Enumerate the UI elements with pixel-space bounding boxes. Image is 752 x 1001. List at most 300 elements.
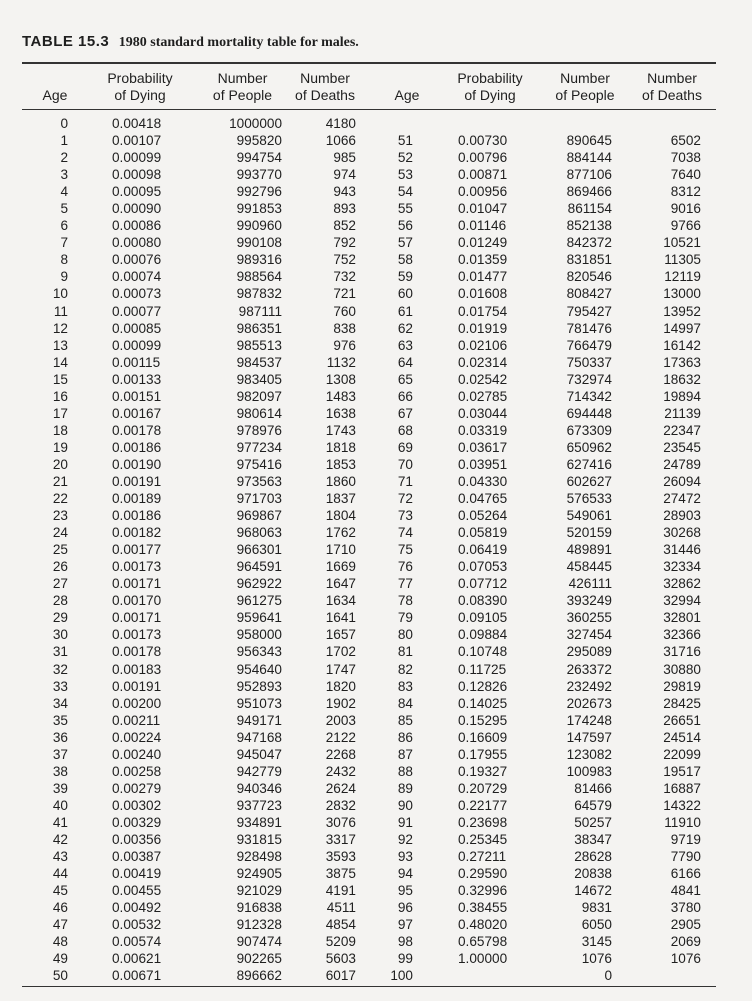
people-cell: 549061 — [566, 508, 612, 524]
deaths-cell: 5603 — [325, 951, 356, 967]
probability-cell: 0.00073 — [112, 286, 162, 302]
probability-cell: 0.00099 — [112, 337, 162, 353]
age-cell: 47 — [52, 917, 68, 933]
probability-cell: 0.00133 — [112, 371, 162, 387]
age-cell: 38 — [52, 763, 68, 779]
deaths-cell: 3317 — [325, 831, 356, 847]
people-cell: 890645 — [566, 133, 612, 149]
age-cell: 27 — [52, 576, 68, 592]
probability-cell: 1.00000 — [458, 951, 508, 967]
probability-cell: 0.06419 — [458, 542, 508, 558]
people-cell: 202673 — [566, 695, 612, 711]
deaths-cell: 838 — [333, 320, 356, 336]
deaths-cell: 13952 — [663, 303, 701, 319]
deaths-cell: 1638 — [325, 405, 356, 421]
deaths-cell: 30880 — [663, 661, 701, 677]
probability-cell: 0.05264 — [458, 508, 508, 524]
people-cell: 990960 — [236, 218, 282, 234]
probability-cell: 0.04330 — [458, 473, 508, 489]
deaths-cell: 32334 — [663, 559, 701, 575]
age-cell: 24 — [52, 525, 68, 541]
people-cell: 937723 — [236, 797, 282, 813]
probability-cell: 0.00167 — [112, 405, 162, 421]
probability-cell: 0.22177 — [458, 797, 508, 813]
probability-cell: 0.00240 — [112, 746, 162, 762]
age-cell: 87 — [397, 746, 413, 762]
probability-cell: 0.01047 — [458, 201, 508, 217]
deaths-cell: 8312 — [670, 184, 701, 200]
probability-cell: 0.00182 — [112, 525, 162, 541]
people-cell: 947168 — [236, 729, 282, 745]
people-cell: 956343 — [236, 644, 282, 660]
age-cell: 13 — [52, 337, 68, 353]
header-deaths — [285, 70, 365, 104]
deaths-cell: 1710 — [325, 542, 356, 558]
probability-cell: 0.03044 — [458, 405, 508, 421]
deaths-cell: 1818 — [325, 439, 356, 455]
probability-cell: 0.00455 — [112, 883, 162, 899]
age-cell: 42 — [52, 831, 68, 847]
age-cell: 100 — [390, 968, 413, 984]
table-row — [0, 899, 752, 916]
people-cell: 945047 — [236, 746, 282, 762]
age-cell: 57 — [397, 235, 413, 251]
deaths-cell: 16887 — [663, 780, 701, 796]
people-cell: 921029 — [236, 883, 282, 899]
people-cell: 988564 — [236, 269, 282, 285]
probability-cell: 0.00730 — [458, 133, 508, 149]
deaths-cell: 1308 — [325, 371, 356, 387]
deaths-cell: 1762 — [325, 525, 356, 541]
probability-cell: 0.32996 — [458, 883, 508, 899]
probability-cell: 0.00279 — [112, 780, 162, 796]
deaths-cell: 22347 — [663, 422, 701, 438]
age-cell: 80 — [397, 627, 413, 643]
deaths-cell: 893 — [333, 201, 356, 217]
probability-cell: 0.03617 — [458, 439, 508, 455]
table-row — [0, 183, 752, 200]
age-cell: 94 — [397, 866, 413, 882]
people-cell: 174248 — [566, 712, 612, 728]
age-cell: 19 — [52, 439, 68, 455]
header-age-2: Age — [394, 87, 420, 103]
age-cell: 60 — [397, 286, 413, 302]
age-cell: 84 — [397, 695, 413, 711]
probability-cell: 0.08390 — [458, 593, 508, 609]
people-cell: 327454 — [566, 627, 612, 643]
probability-cell: 0.25345 — [458, 831, 508, 847]
age-cell: 88 — [397, 763, 413, 779]
people-cell: 489891 — [566, 542, 612, 558]
probability-cell: 0.00095 — [112, 184, 162, 200]
deaths-cell: 12119 — [664, 269, 701, 285]
table-row — [0, 217, 752, 234]
table-row — [0, 678, 752, 695]
people-cell: 916838 — [236, 900, 282, 916]
deaths-cell: 7790 — [670, 849, 701, 865]
age-cell: 35 — [52, 712, 68, 728]
probability-cell: 0.00171 — [112, 576, 162, 592]
deaths-cell: 26651 — [663, 712, 701, 728]
age-cell: 48 — [52, 934, 68, 950]
people-cell: 360255 — [566, 610, 612, 626]
top-rule — [22, 62, 716, 64]
deaths-cell: 1634 — [325, 593, 356, 609]
people-cell: 949171 — [236, 712, 282, 728]
probability-cell: 0.01754 — [458, 303, 508, 319]
age-cell: 52 — [397, 150, 413, 166]
age-cell: 9 — [60, 269, 68, 285]
age-cell: 18 — [52, 422, 68, 438]
age-cell: 86 — [397, 729, 413, 745]
people-cell: 931815 — [236, 831, 282, 847]
people-cell: 940346 — [236, 780, 282, 796]
table-row — [0, 405, 752, 422]
age-cell: 91 — [397, 814, 413, 830]
deaths-cell: 976 — [333, 337, 356, 353]
age-cell: 0 — [60, 116, 68, 131]
age-cell: 15 — [52, 371, 68, 387]
age-cell: 67 — [397, 405, 413, 421]
age-cell: 55 — [397, 201, 413, 217]
probability-cell: 0.00574 — [112, 934, 162, 950]
people-cell: 984537 — [236, 354, 282, 370]
people-cell: 968063 — [236, 525, 282, 541]
age-cell: 76 — [397, 559, 413, 575]
people-cell: 0 — [604, 968, 612, 984]
age-cell: 96 — [397, 900, 413, 916]
deaths-cell: 1804 — [325, 508, 356, 524]
probability-cell: 0.00085 — [112, 320, 162, 336]
table-row — [0, 166, 752, 183]
deaths-cell: 985 — [333, 150, 356, 166]
deaths-cell: 28903 — [663, 508, 701, 524]
people-cell: 393249 — [566, 593, 612, 609]
header-line: of Deaths — [295, 87, 355, 103]
people-cell: 869466 — [566, 184, 612, 200]
table-row — [0, 268, 752, 285]
people-cell: 295089 — [566, 644, 612, 660]
probability-cell: 0.00183 — [112, 661, 162, 677]
probability-cell: 0.05819 — [458, 525, 508, 541]
deaths-cell: 2268 — [325, 746, 356, 762]
people-cell: 64579 — [574, 797, 612, 813]
header-rule — [22, 109, 716, 110]
people-cell: 954640 — [236, 661, 282, 677]
deaths-cell: 1743 — [325, 422, 356, 438]
probability-cell: 0.00173 — [112, 627, 162, 643]
probability-cell: 0.00099 — [112, 150, 162, 166]
probability-cell: 0.00418 — [112, 116, 162, 131]
age-cell: 7 — [60, 235, 68, 251]
people-cell: 995820 — [236, 133, 282, 149]
header-probability — [95, 70, 185, 104]
people-cell: 962922 — [236, 576, 282, 592]
age-cell: 12 — [52, 320, 68, 336]
probability-cell: 0.01146 — [458, 218, 507, 234]
probability-cell: 0.00621 — [112, 951, 162, 967]
age-cell: 33 — [52, 678, 68, 694]
probability-cell: 0.09105 — [458, 610, 508, 626]
table-row — [0, 967, 752, 984]
probability-cell: 0.00171 — [112, 610, 162, 626]
people-cell: 602627 — [566, 473, 612, 489]
deaths-cell: 32366 — [663, 627, 701, 643]
deaths-cell: 21139 — [664, 405, 701, 421]
age-cell: 99 — [397, 951, 413, 967]
deaths-cell: 5209 — [325, 934, 356, 950]
people-cell: 985513 — [236, 337, 282, 353]
people-cell: 959641 — [236, 610, 282, 626]
deaths-cell: 752 — [333, 252, 356, 268]
people-cell: 978976 — [236, 422, 282, 438]
people-cell: 992796 — [236, 184, 282, 200]
people-cell: 627416 — [566, 456, 612, 472]
age-cell: 22 — [52, 491, 68, 507]
people-cell: 994754 — [236, 150, 282, 166]
people-cell: 912328 — [236, 917, 282, 933]
age-cell: 37 — [52, 746, 68, 762]
deaths-cell: 1747 — [325, 661, 356, 677]
people-cell: 576533 — [566, 491, 612, 507]
people-cell: 884144 — [566, 150, 612, 166]
age-cell: 21 — [52, 473, 68, 489]
deaths-cell: 4180 — [325, 116, 356, 131]
people-cell: 993770 — [236, 167, 282, 183]
table-row — [0, 575, 752, 592]
probability-cell: 0.01919 — [458, 320, 508, 336]
deaths-cell: 4511 — [326, 900, 356, 916]
people-cell: 934891 — [236, 814, 282, 830]
deaths-cell: 27472 — [663, 491, 701, 507]
deaths-cell: 26094 — [663, 473, 701, 489]
age-cell: 17 — [52, 405, 68, 421]
table-row — [0, 933, 752, 950]
deaths-cell: 7640 — [670, 167, 701, 183]
deaths-cell: 6166 — [670, 866, 701, 882]
age-cell: 11 — [53, 303, 68, 319]
age-cell: 90 — [397, 797, 413, 813]
deaths-cell: 1483 — [325, 388, 356, 404]
table-row — [0, 439, 752, 456]
probability-cell: 0.09884 — [458, 627, 508, 643]
deaths-cell: 2905 — [670, 917, 701, 933]
probability-cell: 0.23698 — [458, 814, 508, 830]
age-cell: 62 — [397, 320, 413, 336]
probability-cell: 0.00356 — [112, 831, 162, 847]
age-cell: 6 — [60, 218, 68, 234]
people-cell: 928498 — [236, 849, 282, 865]
table-row — [0, 115, 752, 132]
header-line: Number — [647, 70, 697, 86]
age-cell: 69 — [397, 439, 413, 455]
deaths-cell: 4841 — [670, 883, 701, 899]
probability-cell: 0.04765 — [458, 491, 508, 507]
probability-cell: 0.01359 — [458, 252, 508, 268]
people-cell: 842372 — [566, 235, 612, 251]
age-cell: 89 — [397, 780, 413, 796]
deaths-cell: 1066 — [325, 133, 356, 149]
table-row — [0, 865, 752, 882]
age-cell: 8 — [60, 252, 68, 268]
age-cell: 31 — [52, 644, 68, 660]
deaths-cell: 19517 — [663, 763, 701, 779]
table-number: TABLE 15.3 — [22, 33, 110, 50]
probability-cell: 0.03951 — [458, 456, 508, 472]
header-line: of Dying — [464, 87, 516, 103]
bottom-rule — [22, 986, 716, 987]
age-cell: 4 — [60, 184, 68, 200]
deaths-cell: 13000 — [663, 286, 701, 302]
people-cell: 969867 — [236, 508, 282, 524]
deaths-cell: 17363 — [663, 354, 701, 370]
deaths-cell: 9719 — [670, 831, 701, 847]
table-row — [0, 916, 752, 933]
age-cell: 20 — [52, 456, 68, 472]
deaths-cell: 6502 — [670, 133, 701, 149]
people-cell: 458445 — [566, 559, 612, 575]
probability-cell: 0.00170 — [112, 593, 162, 609]
probability-cell: 0.20729 — [458, 780, 508, 796]
people-cell: 852138 — [566, 218, 612, 234]
probability-cell: 0.29590 — [458, 866, 508, 882]
header-people — [200, 70, 285, 104]
table-caption: 1980 standard mortality table for males. — [118, 35, 359, 50]
deaths-cell: 30268 — [663, 525, 701, 541]
deaths-cell: 14322 — [663, 797, 701, 813]
people-cell: 966301 — [236, 542, 282, 558]
people-cell: 973563 — [236, 473, 282, 489]
age-cell: 30 — [52, 627, 68, 643]
probability-cell: 0.48020 — [458, 917, 508, 933]
probability-cell: 0.00098 — [112, 167, 162, 183]
people-cell: 991853 — [236, 201, 282, 217]
deaths-cell: 2624 — [325, 780, 356, 796]
table-row — [0, 643, 752, 660]
people-cell: 1076 — [581, 951, 612, 967]
people-cell: 986351 — [236, 320, 282, 336]
people-cell: 1000000 — [229, 116, 282, 131]
probability-cell: 0.00532 — [112, 917, 162, 933]
deaths-cell: 792 — [333, 235, 356, 251]
people-cell: 987832 — [236, 286, 282, 302]
probability-cell: 0.00178 — [112, 644, 162, 660]
people-cell: 952893 — [236, 678, 282, 694]
probability-cell: 0.00956 — [458, 184, 508, 200]
age-cell: 5 — [60, 201, 68, 217]
age-cell: 49 — [52, 951, 68, 967]
header-line: of Deaths — [642, 87, 702, 103]
probability-cell: 0.00419 — [112, 866, 162, 882]
deaths-cell: 1647 — [325, 576, 356, 592]
probability-cell: 0.00211 — [112, 712, 161, 728]
people-cell: 896662 — [236, 968, 282, 984]
probability-cell: 0.65798 — [458, 934, 508, 950]
deaths-cell: 1132 — [326, 354, 356, 370]
people-cell: 987111 — [238, 303, 282, 319]
deaths-cell: 32994 — [663, 593, 701, 609]
people-cell: 123082 — [566, 746, 612, 762]
table-row — [0, 456, 752, 473]
age-cell: 40 — [52, 797, 68, 813]
age-cell: 16 — [52, 388, 68, 404]
table-row — [0, 831, 752, 848]
age-cell: 43 — [52, 849, 68, 865]
table-row — [0, 848, 752, 865]
deaths-cell: 2432 — [325, 763, 356, 779]
table-row — [0, 592, 752, 609]
deaths-cell: 1860 — [325, 473, 356, 489]
age-cell: 63 — [397, 337, 413, 353]
age-cell: 83 — [397, 678, 413, 694]
table-row — [0, 950, 752, 967]
deaths-cell: 1837 — [325, 491, 356, 507]
table-row — [0, 882, 752, 899]
probability-cell: 0.14025 — [458, 695, 508, 711]
table-row — [0, 746, 752, 763]
people-cell: 951073 — [236, 695, 282, 711]
probability-cell: 0.16609 — [458, 729, 508, 745]
probability-cell: 0.01249 — [458, 235, 508, 251]
probability-cell: 0.00387 — [112, 849, 162, 865]
probability-cell: 0.00191 — [112, 678, 162, 694]
deaths-cell: 2003 — [325, 712, 356, 728]
probability-cell: 0.00671 — [112, 968, 162, 984]
header-line: Number — [300, 70, 350, 86]
deaths-cell: 9766 — [670, 218, 701, 234]
header-deaths-2 — [632, 70, 712, 104]
age-cell: 74 — [397, 525, 413, 541]
people-cell: 958000 — [236, 627, 282, 643]
deaths-cell: 1641 — [325, 610, 356, 626]
probability-cell: 0.07053 — [458, 559, 508, 575]
header-line: Probability — [107, 70, 173, 86]
deaths-cell: 19894 — [663, 388, 701, 404]
probability-cell: 0.00090 — [112, 201, 162, 217]
probability-cell: 0.11725 — [458, 661, 507, 677]
people-cell: 732974 — [566, 371, 612, 387]
age-cell: 81 — [397, 644, 413, 660]
people-cell: 50257 — [574, 814, 612, 830]
age-cell: 85 — [397, 712, 413, 728]
people-cell: 980614 — [236, 405, 282, 421]
age-cell: 77 — [397, 576, 413, 592]
age-cell: 66 — [397, 388, 413, 404]
age-cell: 44 — [52, 866, 68, 882]
age-cell: 1 — [60, 133, 68, 149]
age-cell: 98 — [397, 934, 413, 950]
people-cell: 989316 — [236, 252, 282, 268]
deaths-cell: 3875 — [325, 866, 356, 882]
header-probability-2 — [440, 70, 540, 104]
table-row — [0, 780, 752, 797]
people-cell: 3145 — [581, 934, 612, 950]
deaths-cell: 16142 — [663, 337, 701, 353]
probability-cell: 0.00177 — [112, 542, 162, 558]
mortality-table-body — [0, 115, 752, 984]
table-row — [0, 234, 752, 251]
deaths-cell: 2122 — [325, 729, 356, 745]
people-cell: 924905 — [236, 866, 282, 882]
age-cell: 82 — [397, 661, 413, 677]
probability-cell: 0.00329 — [112, 814, 162, 830]
deaths-cell: 1820 — [325, 678, 356, 694]
age-cell: 34 — [52, 695, 68, 711]
table-row — [0, 200, 752, 217]
table-title — [22, 33, 359, 51]
deaths-cell: 2069 — [670, 934, 701, 950]
age-cell: 36 — [52, 729, 68, 745]
